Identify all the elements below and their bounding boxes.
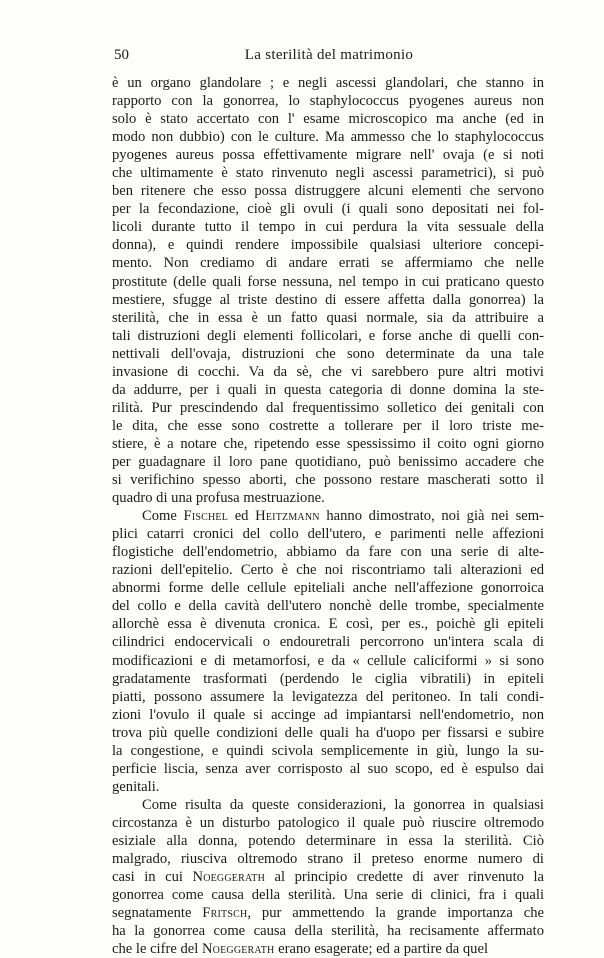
running-head — [114, 47, 544, 69]
text-line: licoli durante tutto il tempo in cui perdura la vita sessuale della — [112, 219, 544, 236]
running-title: La sterilità del matrimonio — [244, 47, 414, 63]
text-line: flogistiche dell'endometrio, abbiamo da fare con una serie di alte- — [112, 544, 544, 561]
text-line: invasione di cocchi. Va da sè, che vi sarebbero pure altri motivi — [112, 363, 544, 380]
text-line: per guadagnare il loro pane quotidiano, può benissimo accadere che — [112, 453, 544, 470]
text-line: da addurre, per i quali in questa categoria di donne domina la ste- — [112, 381, 544, 398]
text-line: quadro di una profusa mestruazione. — [112, 490, 325, 507]
text-line: donna), e quindi rendere impossibile qualsiasi ulteriore concepi- — [112, 237, 544, 254]
text-line: sterilità, che in essa è un fatto quasi normale, sia da attribuire a — [112, 309, 544, 326]
text-line: stiere, è a notare che, ripetendo esse spessissimo il coito ogni giorno — [112, 435, 544, 452]
text-line: è un organo glandolare ; e negli ascessi glandolari, che stanno in — [112, 75, 544, 91]
text-line: esiziale alla donna, potendo determinare in essa la sterilità. Ciò — [112, 832, 544, 849]
text-line: che ultimamente è stato rinvenuto negli ascessi parametrici), si può — [112, 165, 544, 182]
text-line: tali distruzioni degli elementi follicolari, e forse anche di quelli con- — [112, 327, 544, 344]
text-line: la congestione, e quindi scivola semplicemente in giù, lungo la su- — [112, 742, 544, 759]
text-line: rilità. Pur prescindendo dal frequentissimo solletico dei genitali con — [112, 399, 544, 416]
text-line: si verifichino spesso aborti, che possono restare mascherati sotto il — [112, 472, 544, 489]
text-line: solo è stato accertato con l' esame microscopico ma anche (ed in — [112, 111, 544, 128]
text-line: razioni dell'epitelio. Certo è che noi riscontriamo tali alterazioni ed — [112, 562, 544, 579]
text-line: gradatamente trasformati (perdendo le ciglia vibratili) in epiteli — [112, 670, 544, 687]
text-line: circostanza è un disturbo patologico il quale può riuscire oltremodo — [112, 814, 544, 831]
text-line: per la fecondazione, cioè gli ovuli (i quali sono depositati nei fol- — [112, 201, 544, 218]
text-line: gonorrea come causa della sterilità. Una serie di clinici, fra i quali — [112, 887, 544, 904]
text-line: del collo e della cavità dell'utero nonchè delle trombe, specialmente — [112, 598, 544, 615]
text-line: ben ritenere che esso possa distruggere alcuni elementi che servono — [112, 183, 544, 200]
paragraph — [112, 74, 544, 507]
text-line: zioni l'ovulo il quale si accinge ad impiantarsi nell'endometrio, non — [112, 706, 544, 723]
text-line: malgrado, riusciva oltremodo strano il preteso enorme numero di — [112, 851, 544, 868]
text-line: perficie liscia, senza aver corrisposto al suo scopo, ed è espulso dai — [112, 760, 544, 777]
text-line: segnatamente Fritsch, pur ammettendo la grande importanza che — [112, 905, 544, 922]
text-line: prostitute (delle quali forse nessuna, nel tempo in cui praticano questo — [112, 273, 544, 290]
text-line: ha la gonorrea come causa della sterilità, ha recisamente affermato — [112, 923, 544, 940]
paragraph — [112, 796, 544, 958]
text-line: plici catarri cronici del collo dell'utero, e parimenti nelle affezioni — [112, 526, 544, 543]
text-line: cilindrici endocervicali o endouretrali percorrono un'intera scala di — [112, 634, 544, 651]
text-line: mento. Non crediamo di andare errati se affermiamo che nelle — [112, 255, 544, 272]
text-line: mestiere, sfugge al triste destino di essere affetta dalla gonorrea) la — [112, 291, 544, 308]
body-text — [112, 74, 544, 958]
text-line: rapporto con la gonorrea, lo staphylococcus pyogenes aureus non — [112, 93, 544, 110]
text-line: le dita, che esse sono costrette a tollerare per il loro triste me- — [112, 417, 544, 434]
text-line: modo non dubbio) con le culture. Ma ammesso che lo staphylococcus — [112, 129, 544, 146]
text-line: allorchè essa è divenuta cronica. E così, per es., poichè gli epiteli — [112, 616, 544, 633]
text-line: piatti, possono assumere la levigatezza del peritoneo. In tali condi- — [112, 688, 544, 705]
page-number: 50 — [114, 47, 129, 63]
text-line: abnormi forme delle cellule epiteliali anche nell'affezione gonorroica — [112, 580, 544, 597]
text-line: trova più quelle condizioni delle quali ha d'uopo per fissarsi e subire — [112, 724, 544, 741]
text-line: che le cifre del Noeggerath erano esagerate; ed a partire da quel — [112, 941, 488, 958]
text-line: casi in cui Noeggerath al principio credette di aver rinvenuto la — [112, 869, 544, 886]
text-line: modificazioni e di metamorfosi, e da « cellule caliciformi » si sono — [112, 652, 544, 669]
paragraph — [112, 507, 544, 796]
text-line: pyogenes aureus possa effettivamente migrare nell' ovaja (e si noti — [112, 147, 544, 164]
text-line: Come risulta da queste considerazioni, la gonorrea in qualsiasi — [142, 796, 544, 813]
text-line: nettivali dell'ovaja, distruzioni che sono determinate da una tale — [112, 345, 544, 362]
text-line: Come Fischel ed Heitzmann hanno dimostrato, noi già nei sem- — [142, 508, 544, 525]
text-line: genitali. — [112, 778, 160, 795]
